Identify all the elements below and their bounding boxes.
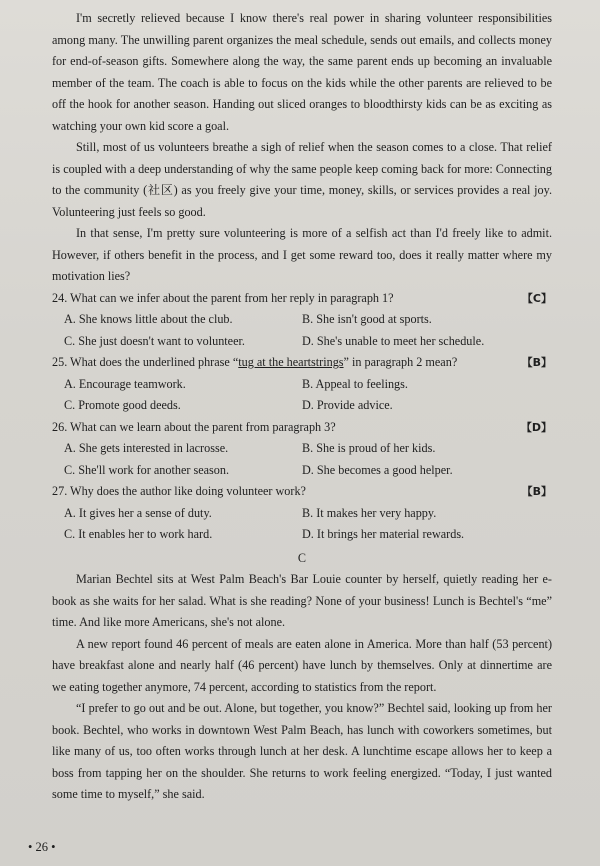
option-b: B. Appeal to feelings. (302, 376, 408, 391)
question-26 (52, 417, 552, 482)
passage-c-paragraph-1: Marian Bechtel sits at West Palm Beach's Bar Louie counter by herself, quietly reading her e-book as she waits for her salad. What is she reading? None of your business! Lunch is Bechtel's “me” time. And like more Americans, she's not alone. (52, 572, 552, 629)
option-a: A. She gets interested in lacrosse. (64, 441, 229, 455)
option-b: B. It makes her very happy. (302, 505, 437, 520)
option-a: A. It gives her a sense of duty. (64, 505, 212, 520)
option-d: D. She becomes a good helper. (302, 462, 453, 477)
document-content (52, 8, 552, 806)
underlined-phrase: tug at the heartstrings (238, 355, 344, 369)
option-a: A. She knows little about the club. (64, 312, 233, 326)
option-d: D. It brings her material rewards. (302, 527, 465, 541)
stem-before: 25. What does the underlined phrase “ (52, 355, 239, 369)
option-c: C. She'll work for another season. (64, 462, 230, 477)
section-label-c: C (297, 550, 307, 565)
option-c: C. Promote good deeds. (64, 398, 181, 412)
option-b: B. She isn't good at sports. (302, 312, 432, 326)
passage-b-paragraph-1: I'm secretly relieved because I know there's real power in sharing volunteer responsibilities among many. The unwilling parent organizes the meal schedule, sends out emails, and collects money for end-of-season gifts. Somewhere along the way, the same parent ends up becoming an invaluable member of the team. The coach is able to focus on the kids while the other parents are relieved to be off the hook for another season. Handing out sliced oranges to bloodthirsty kids can be as exciting as watching your own kid score a goal. (52, 11, 552, 133)
question-stem: 24. What can we infer about the parent from her reply in paragraph 1? (52, 290, 394, 305)
passage-c-paragraph-2: A new report found 46 percent of meals are eaten alone in America. More than half (53 percent) have breakfast alone and nearly half (46 percent) have lunch by themselves. Only at dinnertime are we eating together anymore, 74 percent, according to statistics from the report. (52, 636, 552, 694)
option-c: C. She just doesn't want to volunteer. (64, 333, 245, 348)
question-27 (52, 481, 552, 546)
passage-b-paragraph-2: Still, most of us volunteers breathe a sigh of relief when the season comes to a close. That relief is coupled with a deep understanding of why the same people keep coming back for more: Connecting to the community (社区) as you freely give your time, money, skills, or services provides a real joy. Volunteering just feels so good. (52, 140, 552, 219)
option-c: C. It enables her to work hard. (64, 527, 213, 541)
answer-key: 【C】 (521, 291, 552, 305)
question-24 (52, 288, 552, 353)
option-b: B. She is proud of her kids. (302, 441, 436, 455)
question-stem: 26. What can we learn about the parent from paragraph 3? (52, 419, 336, 434)
page-number: • 26 • (28, 840, 56, 854)
option-d: D. She's unable to meet her schedule. (302, 333, 485, 348)
stem-after: ” in paragraph 2 mean? (343, 355, 458, 369)
option-d: D. Provide advice. (302, 398, 393, 412)
question-25 (52, 352, 552, 417)
answer-key: 【B】 (521, 485, 552, 498)
answer-key: 【B】 (521, 356, 552, 369)
passage-b-paragraph-3: In that sense, I'm pretty sure volunteering is more of a selfish act than I'd freely like to admit. However, if others benefit in the process, and I get some reward too, does it really matter where my motivation lies? (52, 226, 552, 283)
option-a: A. Encourage teamwork. (64, 376, 186, 391)
question-stem: 27. Why does the author like doing volunteer work? (52, 484, 306, 498)
question-stem (52, 352, 514, 374)
answer-key: 【D】 (520, 420, 552, 434)
passage-c-paragraph-3: “I prefer to go out and be out. Alone, but together, you know?” Bechtel said, looking up from her book. Bechtel, who works in downtown West Palm Beach, has lunch with coworkers sometimes, but like many of us, too often works through lunch at her desk. A lunchtime escape allows her to keep a boss from tapping her on the shoulder. She returns to work feeling energized. “Today, I just wanted some time to myself,” she said. (52, 701, 552, 801)
